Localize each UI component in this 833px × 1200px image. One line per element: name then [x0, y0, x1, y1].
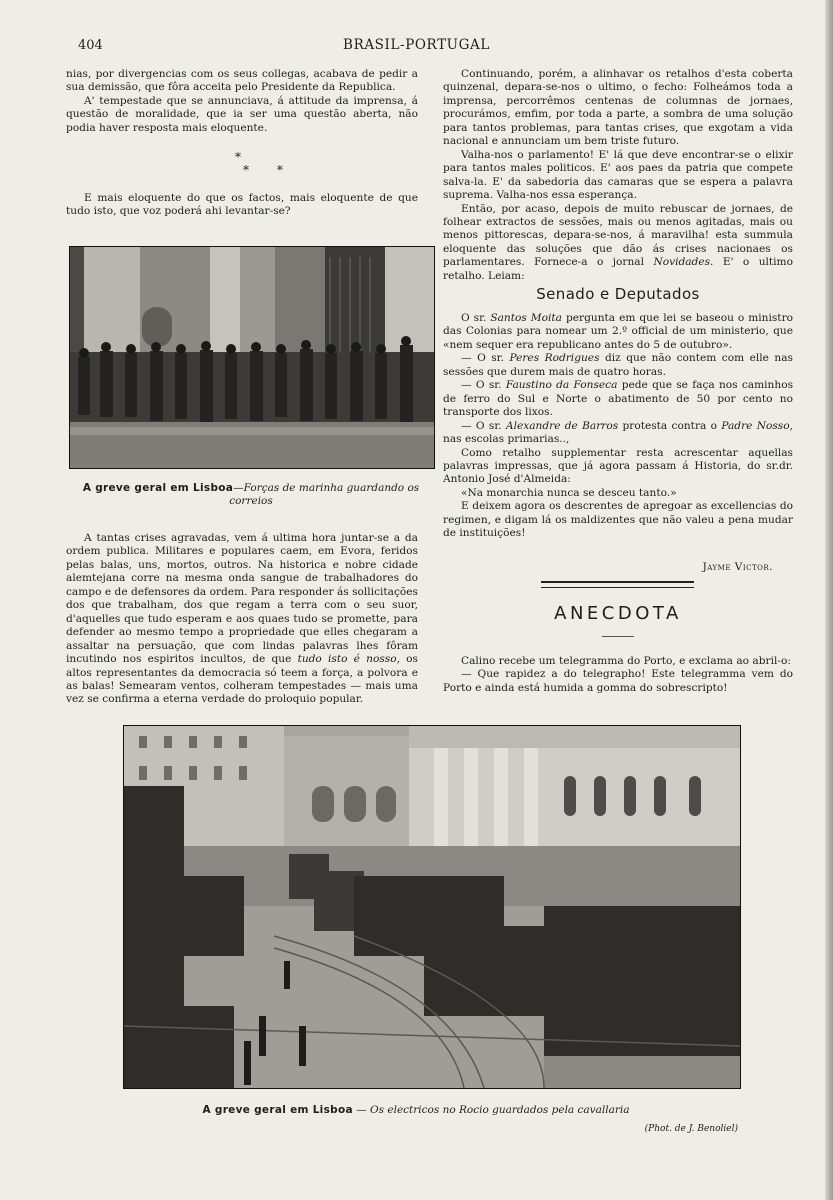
paragraph-evora [66, 532, 418, 707]
section-separator-top: * [235, 150, 247, 164]
running-title: BRASIL-PORTUGAL [343, 37, 490, 53]
column-right-top [443, 68, 793, 283]
text: — O sr. [461, 379, 502, 392]
text: diz que não contem com elle nas sessões que durem mais de quatro horas. [443, 352, 793, 378]
text: pergunta em que lei se baseou o ministro das Colonias para nomear um 2.º official de um ministerio, que «nem sequer era republicano antes do 5 de outubro». [443, 312, 794, 351]
column-right-senado [443, 312, 793, 541]
paragraph-quote: «Na monarchia nunca se desceu tanto.» [461, 486, 677, 499]
paragraph [443, 312, 793, 352]
anecdote-heading: ANECDOTA [554, 603, 682, 624]
caption-dash: — [233, 482, 244, 494]
author-signature: Jayme Victor. [702, 561, 773, 573]
paragraph [443, 379, 793, 419]
paragraph [443, 203, 793, 284]
paragraph: E mais eloquente do que os factos, mais eloquente de que tudo isto, que voz poderá ahi levantar-se? [66, 192, 418, 218]
text: — O sr. [461, 419, 502, 432]
text: os altos representantes da democracia só teem a força, a polvora e as balas! Semearam ventos, colheram tempestades — mais uma vez se confirma a eterna verdade do proloquio popular. [66, 653, 418, 706]
paragraph: Continuando, porém, a alinhavar os retalhos d'esta coberta quinzenal, depara-se-nos o ultimo, o fecho: Folheámos toda a imprensa, percorrêmos centenas de columnas de jornaes, procurámos, emfim, por toda a parte, a sombra de uma solução para tantos problemas, para tantas crises, que exgotam a vida nacional e annunciam um bem triste futuro. [443, 68, 793, 148]
caption-description: Forças de marinha guardando os correios [229, 482, 420, 507]
photo2-caption [66, 1104, 766, 1117]
text: — O sr. [461, 352, 504, 365]
paragraph: — Que rapidez a do telegrapho! Este telegramma vem do Porto e ainda está humida a gomma do sobrescripto! [443, 668, 793, 694]
column-left-bottom [66, 532, 418, 707]
text: E' o ultimo retalho. Leiam: [443, 256, 793, 282]
column-left-top [66, 68, 418, 135]
separator-star: * [243, 163, 261, 177]
paragraph [443, 420, 793, 447]
paragraph: Calino recebe um telegramma do Porto, e exclama ao abril-o: [461, 655, 791, 667]
divider-rule [541, 581, 694, 583]
paragraph: E deixem agora os descrentes de apregoar as excellencias do regimen, e digam lá os maldizentes que não valeu a pena mudar de instituições! [443, 500, 793, 540]
subheading-senado: Senado e Deputados [536, 285, 700, 303]
paragraph: nias, por divergencias com os seus collegas, acabava de pedir a sua demissão, que fôra acceita pelo Presidente da Republica. [66, 68, 418, 94]
paragraph: A' tempestade que se annunciava, á attitude da imprensa, á questão de moralidade, que ia ser uma questão aberta, não podia haver resposta mais eloquente. [66, 94, 418, 134]
person-name: Peres Rodrigues [509, 352, 600, 365]
caption-title: A greve geral em Lisboa [82, 482, 234, 494]
italic-text: Padre Nosso, [721, 419, 793, 432]
person-name: Alexandre de Barros [505, 419, 619, 432]
photo-marines-image [70, 247, 434, 468]
column-left-mid [66, 192, 418, 219]
person-name: Santos Moita [490, 312, 562, 324]
text: O sr. [461, 312, 487, 324]
page-number: 404 [78, 38, 103, 53]
caption-title: A greve geral em Lisboa [202, 1104, 353, 1116]
text: protesta contra o [622, 419, 718, 432]
page-edge-shadow [825, 0, 833, 1200]
anecdote-body [443, 655, 793, 695]
photo-rocio-image [124, 726, 740, 1088]
text: Então, por acaso, depois de muito rebuscar de jornaes, de folhear extractos de sessões, mais ou menos agitadas, mais ou menos pittorescas, depara-se-nos, á maravilha! esta summula eloquente das soluções que dão ás crises nacionaes os parlamentares. Fornece-a o jornal [443, 202, 793, 269]
text: A tantas crises agravadas, vem á ultima hora juntar-se a da ordem publica. Militares e populares caem, em Evora, feridos pelas balas, uns, mortos, outros. Na historica e nobre cidade alemtejana corre na mesma onda sangue de trabalhadores do campo e de defensores da ordem. Para responder ás sollicitações dos que trabalham, dos que regam a terra com o seu suor, d'aquelles que tudo esperam e aos quaes tudo se promette, para defender ao mesmo tempo a propriedade que elles chegaram a assaltar na persuação, que com lindas palavras lhes fôram incutindo nos espiritos incultos, de que [66, 532, 418, 666]
caption-description: Os electricos no Rocio guardados pela cavallaria [370, 1104, 630, 1116]
photo1-caption [66, 482, 436, 508]
text: nas escolas primarias.., [443, 433, 570, 446]
text: pede que se faça nos caminhos de ferro do Sul e Norte o abatimento de 50 por cento no transporte dos lixos. [443, 379, 794, 419]
photo-tramways-in-rocio [123, 725, 741, 1089]
section-separator-bottom [243, 163, 295, 177]
newspaper-name: Novidades. [653, 256, 714, 269]
paragraph [443, 352, 793, 379]
person-name: Faustino da Fonseca [505, 379, 618, 392]
paragraph: Como retalho supplementar resta acrescentar aquellas palavras impressas, que já agora passam á Historia, do sr.dr. Antonio José d'Almeida: [443, 446, 793, 486]
divider-rule [541, 587, 694, 588]
separator-star: * [276, 163, 295, 177]
caption-dash: — [356, 1104, 367, 1116]
photo-credit: (Phot. de J. Benoliel) [644, 1124, 738, 1134]
italic-quote: tudo isto é nosso, [297, 653, 400, 666]
paragraph: Valha-nos o parlamento! E' lá que deve encontrar-se o elixir para tantos males politicos. E' aos paes da patria que compete salva-la. E' da sabedoria das camaras que se espera a palavra suprema. Valha-nos essa esperança. [443, 148, 793, 202]
photo-marines-guarding-post-office [69, 246, 435, 469]
divider-rule [602, 636, 634, 637]
